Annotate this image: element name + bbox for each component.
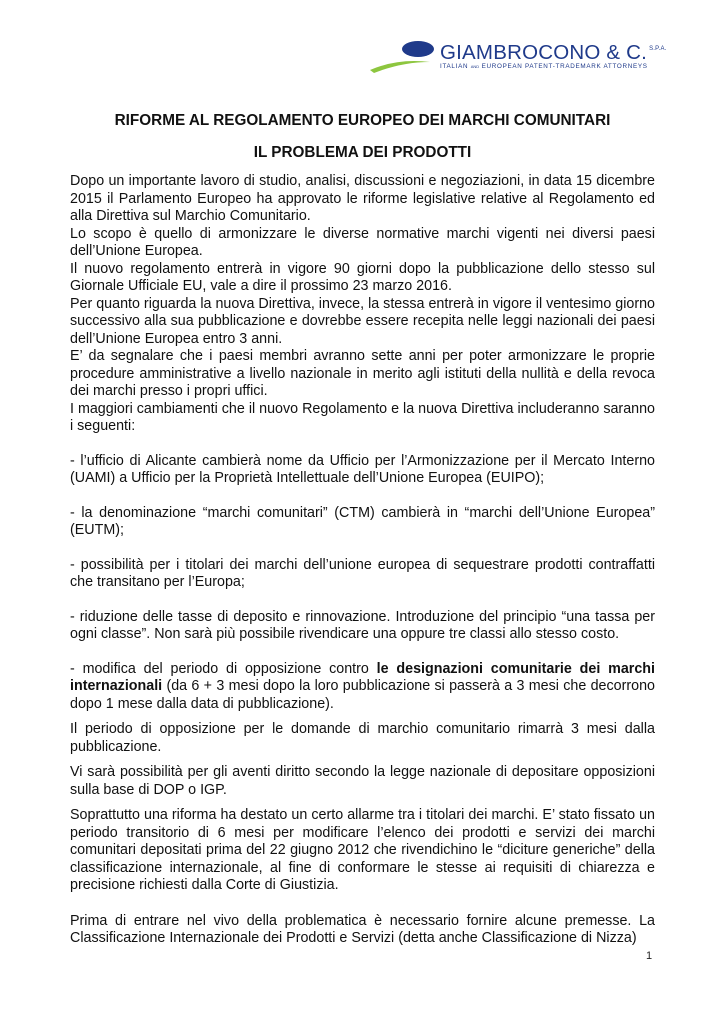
paragraph: Il nuovo regolamento entrerà in vigore 90 giorni dopo la pubblicazione dello stesso sul Giornale Ufficiale EU, vale a dire il prossimo 23 marzo 2016. xyxy=(70,260,655,294)
logo-subtitle: ITALIAN AND EUROPEAN PATENT-TRADEMARK ATTORNEYS xyxy=(440,63,648,70)
list-item: - modifica del periodo di opposizione contro le designazioni comunitarie dei marchi internazionali (da 6 + 3 mesi dopo la loro pubblicazione si passerà a 3 mesi che decorrono dopo 1 mese dalla data di pubblicazione). xyxy=(70,660,655,712)
document-subtitle: IL PROBLEMA DEI PRODOTTI xyxy=(253,143,472,161)
paragraph: Lo scopo è quello di armonizzare le diverse normative marchi vigenti nei diversi paesi dell’Unione Europea. xyxy=(70,225,655,259)
document-body xyxy=(70,112,655,948)
paragraph: Dopo un importante lavoro di studio, analisi, discussioni e negoziazioni, in data 15 dicembre 2015 il Parlamento Europeo ha approvato le riforme legislative relative al Regolamento ed alla Direttiva sul Marchio Comunitario. xyxy=(70,173,655,224)
list-item: - possibilità per i titolari dei marchi dell’unione europea di sequestrare prodotti contraffatti che transitano per l’Europa; xyxy=(70,556,655,590)
paragraph: E’ da segnalare che i paesi membri avranno sette anni per poter armonizzare le proprie procedure amministrative a livello nazionale in merito agli istituti della nullità e della revoca dei marchi presso i propri uffici. xyxy=(70,348,655,399)
paragraph: Prima di entrare nel vivo della problematica è necessario fornire alcune premesse. La Classificazione Internazionale dei Prodotti e Servizi (detta anche Classificazione di Nizza) xyxy=(70,912,655,946)
paragraph: Vi sarà possibilità per gli aventi diritto secondo la legge nazionale di depositare opposizioni sulla base di DOP o IGP. xyxy=(70,764,655,798)
list-item: - la denominazione “marchi comunitari” (CTM) cambierà in “marchi dell’Unione Europea” (EUTM); xyxy=(70,504,655,538)
paragraph: Per quanto riguarda la nuova Direttiva, invece, la stessa entrerà in vigore il ventesimo giorno successivo alla sua pubblicazione e dovrebbe essere recepita nelle leggi nazionali dei paesi dell’Unione Europea entro 3 anni. xyxy=(70,295,655,347)
document-title: RIFORME AL REGOLAMENTO EUROPEO DEI MARCHI COMUNITARI xyxy=(114,112,611,129)
page-number: 1 xyxy=(646,950,653,962)
bold-text: le designazioni comunitarie dei marchi internazionali xyxy=(70,660,655,694)
company-logo xyxy=(368,38,668,78)
list-item: - riduzione delle tasse di deposito e rinnovazione. Introduzione del principio “una tassa per ogni classe”. Non sarà più possibile rivendicare una oppure tre classi allo stesso costo. xyxy=(70,608,655,642)
paragraph: Soprattutto una riforma ha destato un certo allarme tra i titolari dei marchi. E’ stato fissato un periodo transitorio di 6 mesi per modificare l’elenco dei prodotti e servizi dei marchi comunitari depositati prima del 22 giugno 2012 che rivendichino le “diciture generiche” della classificazione internazionale, al fine di conformare le stesse ai requisiti di chiarezza e precisione richiesti dalla Corte di Giustizia. xyxy=(70,807,655,893)
paragraph: I maggiori cambiamenti che il nuovo Regolamento e la nuova Direttiva includeranno saranno i seguenti: xyxy=(70,400,655,434)
logo-swoosh-icon xyxy=(368,38,448,78)
paragraph: Il periodo di opposizione per le domande di marchio comunitario rimarrà 3 mesi dalla pubblicazione. xyxy=(70,721,655,755)
list-item: - l’ufficio di Alicante cambierà nome da Ufficio per l’Armonizzazione per il Mercato Interno (UAMI) a Ufficio per la Proprietà Intellettuale dell’Unione Europea (EUIPO); xyxy=(70,452,655,486)
logo-name: GIAMBROCONO & C. $^{S.P.A.}$ xyxy=(440,41,667,64)
